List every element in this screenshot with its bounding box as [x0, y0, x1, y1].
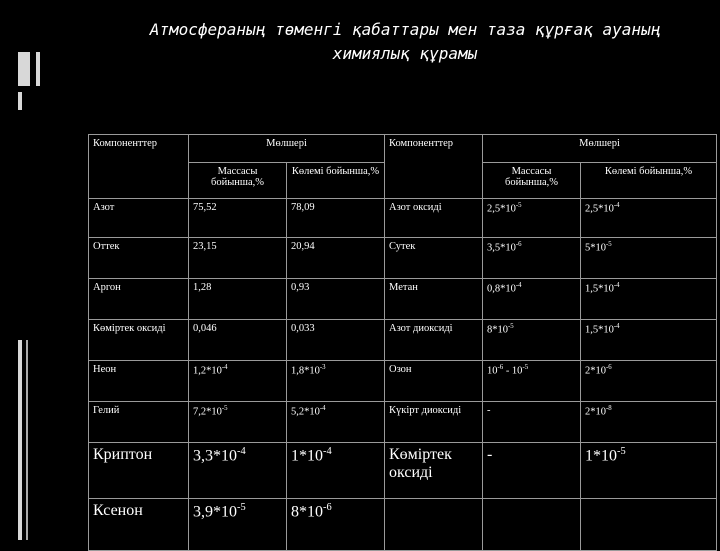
mass-cell: 0,046 [189, 320, 287, 361]
header-volume-right: Көлемі бойынша,% [581, 163, 717, 199]
component-cell: Ксенон [89, 499, 189, 551]
header-row-1 [89, 135, 717, 163]
mass-cell: $10^{-6} - 10^{-5}$ [483, 361, 581, 402]
volume-cell: $2,5*10^{-4}$ [581, 199, 717, 238]
volume-cell [581, 499, 717, 551]
mass-cell: $7,2*10^{-5}$ [189, 402, 287, 443]
decorative-left-bars [0, 0, 60, 540]
component-cell: Сутек [385, 238, 483, 279]
volume-cell: $1*10^{-5}$ [581, 443, 717, 499]
mass-cell: $3,5*10^{-6}$ [483, 238, 581, 279]
mass-cell: $3,9*10^{-5}$ [189, 499, 287, 551]
header-component-right: Компоненттер [385, 135, 483, 199]
table-row [89, 499, 717, 551]
component-cell: Оттек [89, 238, 189, 279]
volume-cell: 0,033 [287, 320, 385, 361]
volume-cell: $2*10^{-8}$ [581, 402, 717, 443]
mass-cell: 75,52 [189, 199, 287, 238]
table-row [89, 238, 717, 279]
component-cell: Күкірт диоксиді [385, 402, 483, 443]
volume-cell: $2*10^{-6}$ [581, 361, 717, 402]
component-cell: Криптон [89, 443, 189, 499]
table-row [89, 361, 717, 402]
mass-cell: $8*10^{-5}$ [483, 320, 581, 361]
mass-cell: $3,3*10^{-4}$ [189, 443, 287, 499]
table-row [89, 443, 717, 499]
component-cell: Азот оксиді [385, 199, 483, 238]
header-component-left: Компоненттер [89, 135, 189, 199]
volume-cell: $1*10^{-4}$ [287, 443, 385, 499]
volume-cell: $5*10^{-5}$ [581, 238, 717, 279]
component-cell: Гелий [89, 402, 189, 443]
component-cell: Көміртек оксиді [89, 320, 189, 361]
mass-cell: $1,2*10^{-4}$ [189, 361, 287, 402]
volume-cell: $8*10^{-6}$ [287, 499, 385, 551]
volume-cell: 78,09 [287, 199, 385, 238]
header-amount-left: Мөлшері [189, 135, 385, 163]
component-cell: Аргон [89, 279, 189, 320]
table-row [89, 320, 717, 361]
mass-cell: $2,5*10^{-5}$ [483, 199, 581, 238]
mass-cell [483, 499, 581, 551]
component-cell [385, 499, 483, 551]
volume-cell: 0,93 [287, 279, 385, 320]
component-cell: Неон [89, 361, 189, 402]
component-cell: Метан [385, 279, 483, 320]
mass-cell: 23,15 [189, 238, 287, 279]
mass-cell: - [483, 443, 581, 499]
header-mass-right: Массасы бойынша,% [483, 163, 581, 199]
mass-cell: 1,28 [189, 279, 287, 320]
table-row [89, 279, 717, 320]
header-amount-right: Мөлшері [483, 135, 717, 163]
table-row [89, 402, 717, 443]
component-cell: Азот [89, 199, 189, 238]
slide-title [100, 18, 710, 66]
mass-cell: - [483, 402, 581, 443]
table-row [89, 199, 717, 238]
volume-cell: 20,94 [287, 238, 385, 279]
component-cell: Азот диоксиді [385, 320, 483, 361]
volume-cell: $1,5*10^{-4}$ [581, 279, 717, 320]
component-cell: Озон [385, 361, 483, 402]
title-line-2: химиялық құрамы [332, 44, 478, 63]
volume-cell: $5,2*10^{-4}$ [287, 402, 385, 443]
composition-table [88, 134, 717, 551]
volume-cell: $1,8*10^{-3}$ [287, 361, 385, 402]
header-mass-left: Массасы бойынша,% [189, 163, 287, 199]
mass-cell: $0,8*10^{-4}$ [483, 279, 581, 320]
header-volume-left: Көлемі бойынша,% [287, 163, 385, 199]
component-cell: Көміртек оксиді [385, 443, 483, 499]
volume-cell: $1,5*10^{-4}$ [581, 320, 717, 361]
title-line-1: Атмосфераның төменгі қабаттары мен таза құрғақ ауаның [149, 20, 661, 39]
